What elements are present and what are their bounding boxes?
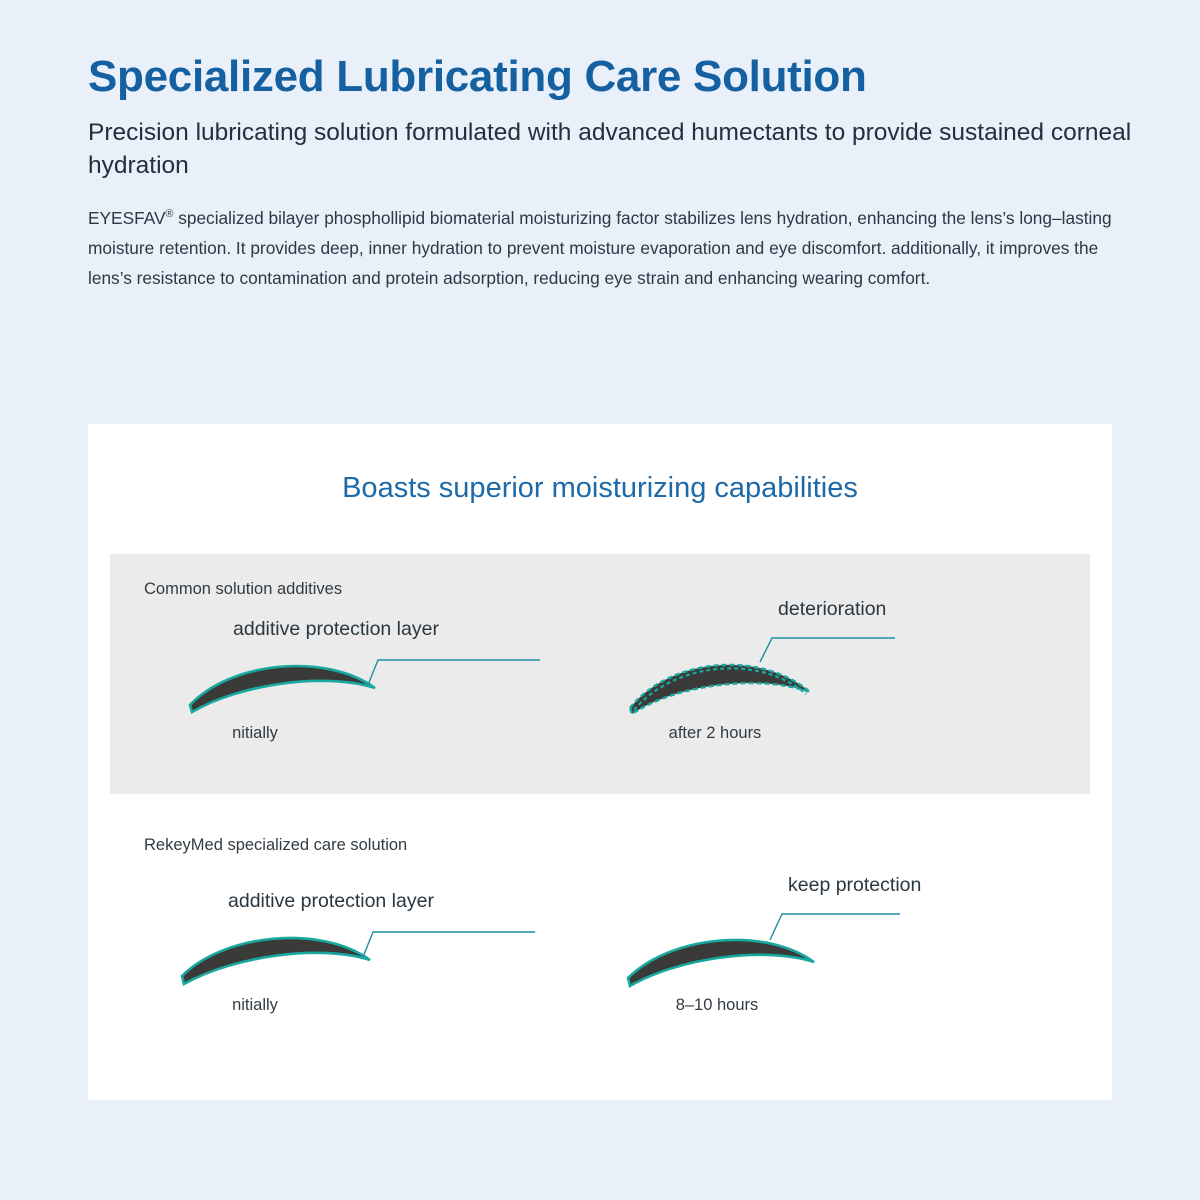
- callout-label: keep protection: [788, 874, 922, 896]
- registered-mark-icon: ®: [165, 208, 174, 221]
- feature-card: [88, 424, 1112, 1100]
- header-block: [88, 0, 1144, 294]
- lens-caption: nitially: [232, 996, 278, 1014]
- body-text: specialized bilayer phosphollipid biomaterial moisturizing factor stabilizes lens hydration, enhancing the lens’s long–lasting moisture retention. It provides deep, inner hydration to prevent moisture evaporation and eye discomfort. additionally, it improves the lens’s resistance to contamination and protein adsorption, reducing eye strain and enhancing wearing comfort.: [88, 208, 1112, 288]
- panel-common-additives: [110, 554, 1090, 794]
- body-brand: EYESFAV: [88, 208, 166, 229]
- lens-caption: nitially: [232, 724, 278, 742]
- page-title: Specialized Lubricating Care Solution: [88, 52, 867, 101]
- panel-label: RekeyMed specialized care solution: [144, 836, 408, 854]
- lens-figure-common-initial: [120, 600, 590, 780]
- body-paragraph: [88, 204, 1128, 293]
- lens-caption: 8–10 hours: [675, 996, 759, 1014]
- callout-label: deterioration: [778, 598, 887, 620]
- lens-figure-rekeymed-after: [610, 874, 1080, 1054]
- lens-caption: after 2 hours: [668, 724, 762, 742]
- callout-label: additive protection layer: [228, 890, 434, 912]
- lens-figure-rekeymed-initial: [120, 874, 590, 1054]
- panel-rekeymed-solution: [110, 814, 1090, 1082]
- page-subtitle: Precision lubricating solution formulated with advanced humectants to provide sustained corneal hydration: [88, 119, 1132, 179]
- callout-label: additive protection layer: [233, 618, 439, 640]
- panel-label: Common solution additives: [144, 580, 343, 598]
- lens-figure-common-after: [610, 600, 1080, 780]
- card-title: Boasts superior moisturizing capabilities: [342, 472, 858, 504]
